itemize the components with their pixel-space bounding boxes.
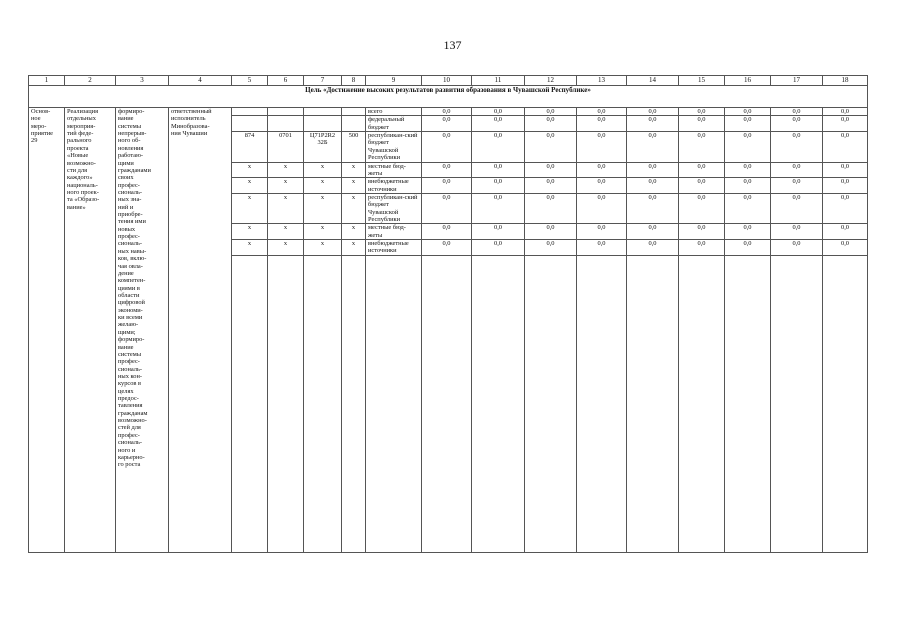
cell-value: 0,0 <box>679 132 725 162</box>
cell-vr <box>342 116 366 132</box>
cell-value: 0,0 <box>679 116 725 132</box>
cell-value: 0,0 <box>627 162 679 178</box>
measure-col2: Реализация отдельных мероприя- тий феде- рального проекта «Новые возможно- сти для каждого» националь- ного проек- та «Образо- вание» <box>65 108 116 553</box>
cell-value: 0,0 <box>577 116 627 132</box>
column-number: 15 <box>679 76 725 86</box>
cell-value: 0,0 <box>525 240 577 256</box>
column-number: 16 <box>725 76 771 86</box>
cell-rz-pr <box>268 108 304 116</box>
empty-cell <box>304 255 342 552</box>
table-row <box>29 108 868 116</box>
cell-vr: x <box>342 162 366 178</box>
cell-value: 0,0 <box>627 193 679 223</box>
cell-funding-source: местные бюд-жеты <box>366 162 422 178</box>
cell-value: 0,0 <box>627 224 679 240</box>
cell-gr: x <box>232 162 268 178</box>
column-number: 13 <box>577 76 627 86</box>
cell-value: 0,0 <box>525 132 577 162</box>
column-number: 8 <box>342 76 366 86</box>
cell-value: 0,0 <box>679 240 725 256</box>
cell-value: 0,0 <box>679 108 725 116</box>
cell-value: 0,0 <box>679 178 725 194</box>
cell-value: 0,0 <box>577 193 627 223</box>
column-number: 7 <box>304 76 342 86</box>
empty-cell <box>725 255 771 552</box>
column-number: 1 <box>29 76 65 86</box>
cell-value: 0,0 <box>725 116 771 132</box>
cell-value: 0,0 <box>525 108 577 116</box>
goal-title: Цель «Достижение высоких результатов развития образования в Чувашской Республике» <box>29 86 868 108</box>
cell-value: 0,0 <box>422 193 472 223</box>
cell-csr: x <box>304 224 342 240</box>
cell-value: 0,0 <box>771 162 823 178</box>
measure-col3: формиро- вание системы непрерыв- ного об- новления работаю- щими гражданами своих профес- сиональ- ных зна- ний и приобре- тения ими новых профес- сиональ- ных навы- ков, вклю- чая овла- дение компетен- циями в области цифровой экономи- ки всеми желаю- щими; формиро- вание системы профес- сиональ- ных кон- курсов в целях предос- тавления гражданам возможно- стей для профес- сиональ- ного и карьерно- го роста <box>116 108 169 553</box>
cell-value: 0,0 <box>823 240 868 256</box>
cell-value: 0,0 <box>771 132 823 162</box>
empty-cell <box>232 255 268 552</box>
cell-rz-pr: x <box>268 162 304 178</box>
cell-value: 0,0 <box>823 162 868 178</box>
cell-value: 0,0 <box>422 162 472 178</box>
column-number: 17 <box>771 76 823 86</box>
cell-vr: x <box>342 178 366 194</box>
cell-csr: x <box>304 240 342 256</box>
column-number: 18 <box>823 76 868 86</box>
empty-cell <box>627 255 679 552</box>
cell-rz-pr: x <box>268 193 304 223</box>
cell-value: 0,0 <box>577 240 627 256</box>
cell-value: 0,0 <box>577 224 627 240</box>
cell-value: 0,0 <box>679 193 725 223</box>
cell-csr <box>304 116 342 132</box>
cell-vr: x <box>342 224 366 240</box>
cell-rz-pr: x <box>268 240 304 256</box>
cell-value: 0,0 <box>422 116 472 132</box>
budget-table <box>28 75 868 553</box>
cell-value: 0,0 <box>725 108 771 116</box>
cell-value: 0,0 <box>627 178 679 194</box>
cell-vr: x <box>342 240 366 256</box>
cell-funding-source: местные бюд-жеты <box>366 224 422 240</box>
cell-value: 0,0 <box>525 178 577 194</box>
cell-gr: x <box>232 193 268 223</box>
column-number: 3 <box>116 76 169 86</box>
cell-vr: x <box>342 193 366 223</box>
cell-value: 0,0 <box>771 116 823 132</box>
cell-gr <box>232 116 268 132</box>
cell-value: 0,0 <box>823 108 868 116</box>
cell-vr <box>342 108 366 116</box>
cell-value: 0,0 <box>525 224 577 240</box>
cell-value: 0,0 <box>823 132 868 162</box>
empty-cell <box>268 255 304 552</box>
cell-value: 0,0 <box>472 116 525 132</box>
cell-value: 0,0 <box>577 108 627 116</box>
cell-gr: x <box>232 224 268 240</box>
cell-value: 0,0 <box>472 178 525 194</box>
cell-value: 0,0 <box>577 132 627 162</box>
cell-value: 0,0 <box>725 240 771 256</box>
cell-value: 0,0 <box>472 162 525 178</box>
cell-gr: x <box>232 178 268 194</box>
cell-value: 0,0 <box>771 108 823 116</box>
empty-cell <box>422 255 472 552</box>
cell-value: 0,0 <box>823 178 868 194</box>
cell-value: 0,0 <box>725 132 771 162</box>
empty-cell <box>525 255 577 552</box>
column-number: 6 <box>268 76 304 86</box>
cell-value: 0,0 <box>525 193 577 223</box>
cell-value: 0,0 <box>725 162 771 178</box>
cell-csr: Ц71P2R2 32Б <box>304 132 342 162</box>
cell-value: 0,0 <box>679 162 725 178</box>
cell-value: 0,0 <box>422 224 472 240</box>
cell-value: 0,0 <box>472 240 525 256</box>
cell-rz-pr: x <box>268 224 304 240</box>
cell-value: 0,0 <box>823 224 868 240</box>
cell-value: 0,0 <box>525 116 577 132</box>
page-number: 137 <box>443 38 462 52</box>
empty-cell <box>771 255 823 552</box>
cell-value: 0,0 <box>472 193 525 223</box>
cell-rz-pr <box>268 116 304 132</box>
cell-csr: x <box>304 162 342 178</box>
cell-rz-pr: 0701 <box>268 132 304 162</box>
empty-cell <box>823 255 868 552</box>
cell-csr <box>304 108 342 116</box>
cell-value: 0,0 <box>771 240 823 256</box>
cell-value: 0,0 <box>725 224 771 240</box>
cell-funding-source: внебюджетные источники <box>366 178 422 194</box>
cell-gr: x <box>232 240 268 256</box>
cell-value: 0,0 <box>472 132 525 162</box>
goal-row <box>29 86 868 108</box>
cell-funding-source: внебюджетные источники <box>366 240 422 256</box>
cell-value: 0,0 <box>725 178 771 194</box>
cell-rz-pr: x <box>268 178 304 194</box>
cell-value: 0,0 <box>472 224 525 240</box>
column-number-row <box>29 76 868 86</box>
cell-value: 0,0 <box>422 132 472 162</box>
cell-value: 0,0 <box>823 193 868 223</box>
column-number: 9 <box>366 76 422 86</box>
measure-col4: ответственный исполнитель Минобразова- ния Чувашии <box>169 108 232 553</box>
cell-csr: x <box>304 178 342 194</box>
cell-gr <box>232 108 268 116</box>
cell-value: 0,0 <box>771 224 823 240</box>
cell-value: 0,0 <box>525 162 577 178</box>
cell-value: 0,0 <box>823 116 868 132</box>
cell-value: 0,0 <box>771 178 823 194</box>
column-number: 11 <box>472 76 525 86</box>
empty-cell <box>577 255 627 552</box>
measure-col1: Основ- ное меро- приятие 29 <box>29 108 65 553</box>
column-number: 5 <box>232 76 268 86</box>
column-number: 12 <box>525 76 577 86</box>
cell-vr: 500 <box>342 132 366 162</box>
cell-value: 0,0 <box>679 224 725 240</box>
cell-value: 0,0 <box>627 108 679 116</box>
empty-cell <box>366 255 422 552</box>
column-number: 14 <box>627 76 679 86</box>
cell-csr: x <box>304 193 342 223</box>
cell-funding-source: республикан-ский бюджет Чувашской Республики <box>366 132 422 162</box>
cell-value: 0,0 <box>771 193 823 223</box>
cell-funding-source: республикан-ский бюджет Чувашской Республики <box>366 193 422 223</box>
cell-gr: 874 <box>232 132 268 162</box>
cell-value: 0,0 <box>627 240 679 256</box>
column-number: 10 <box>422 76 472 86</box>
cell-value: 0,0 <box>422 178 472 194</box>
column-number: 4 <box>169 76 232 86</box>
cell-value: 0,0 <box>627 116 679 132</box>
empty-cell <box>342 255 366 552</box>
cell-value: 0,0 <box>422 108 472 116</box>
cell-funding-source: федеральный бюджет <box>366 116 422 132</box>
empty-cell <box>679 255 725 552</box>
cell-value: 0,0 <box>422 240 472 256</box>
empty-cell <box>472 255 525 552</box>
cell-value: 0,0 <box>577 162 627 178</box>
column-number: 2 <box>65 76 116 86</box>
cell-funding-source: всего <box>366 108 422 116</box>
cell-value: 0,0 <box>577 178 627 194</box>
cell-value: 0,0 <box>627 132 679 162</box>
cell-value: 0,0 <box>725 193 771 223</box>
cell-value: 0,0 <box>472 108 525 116</box>
